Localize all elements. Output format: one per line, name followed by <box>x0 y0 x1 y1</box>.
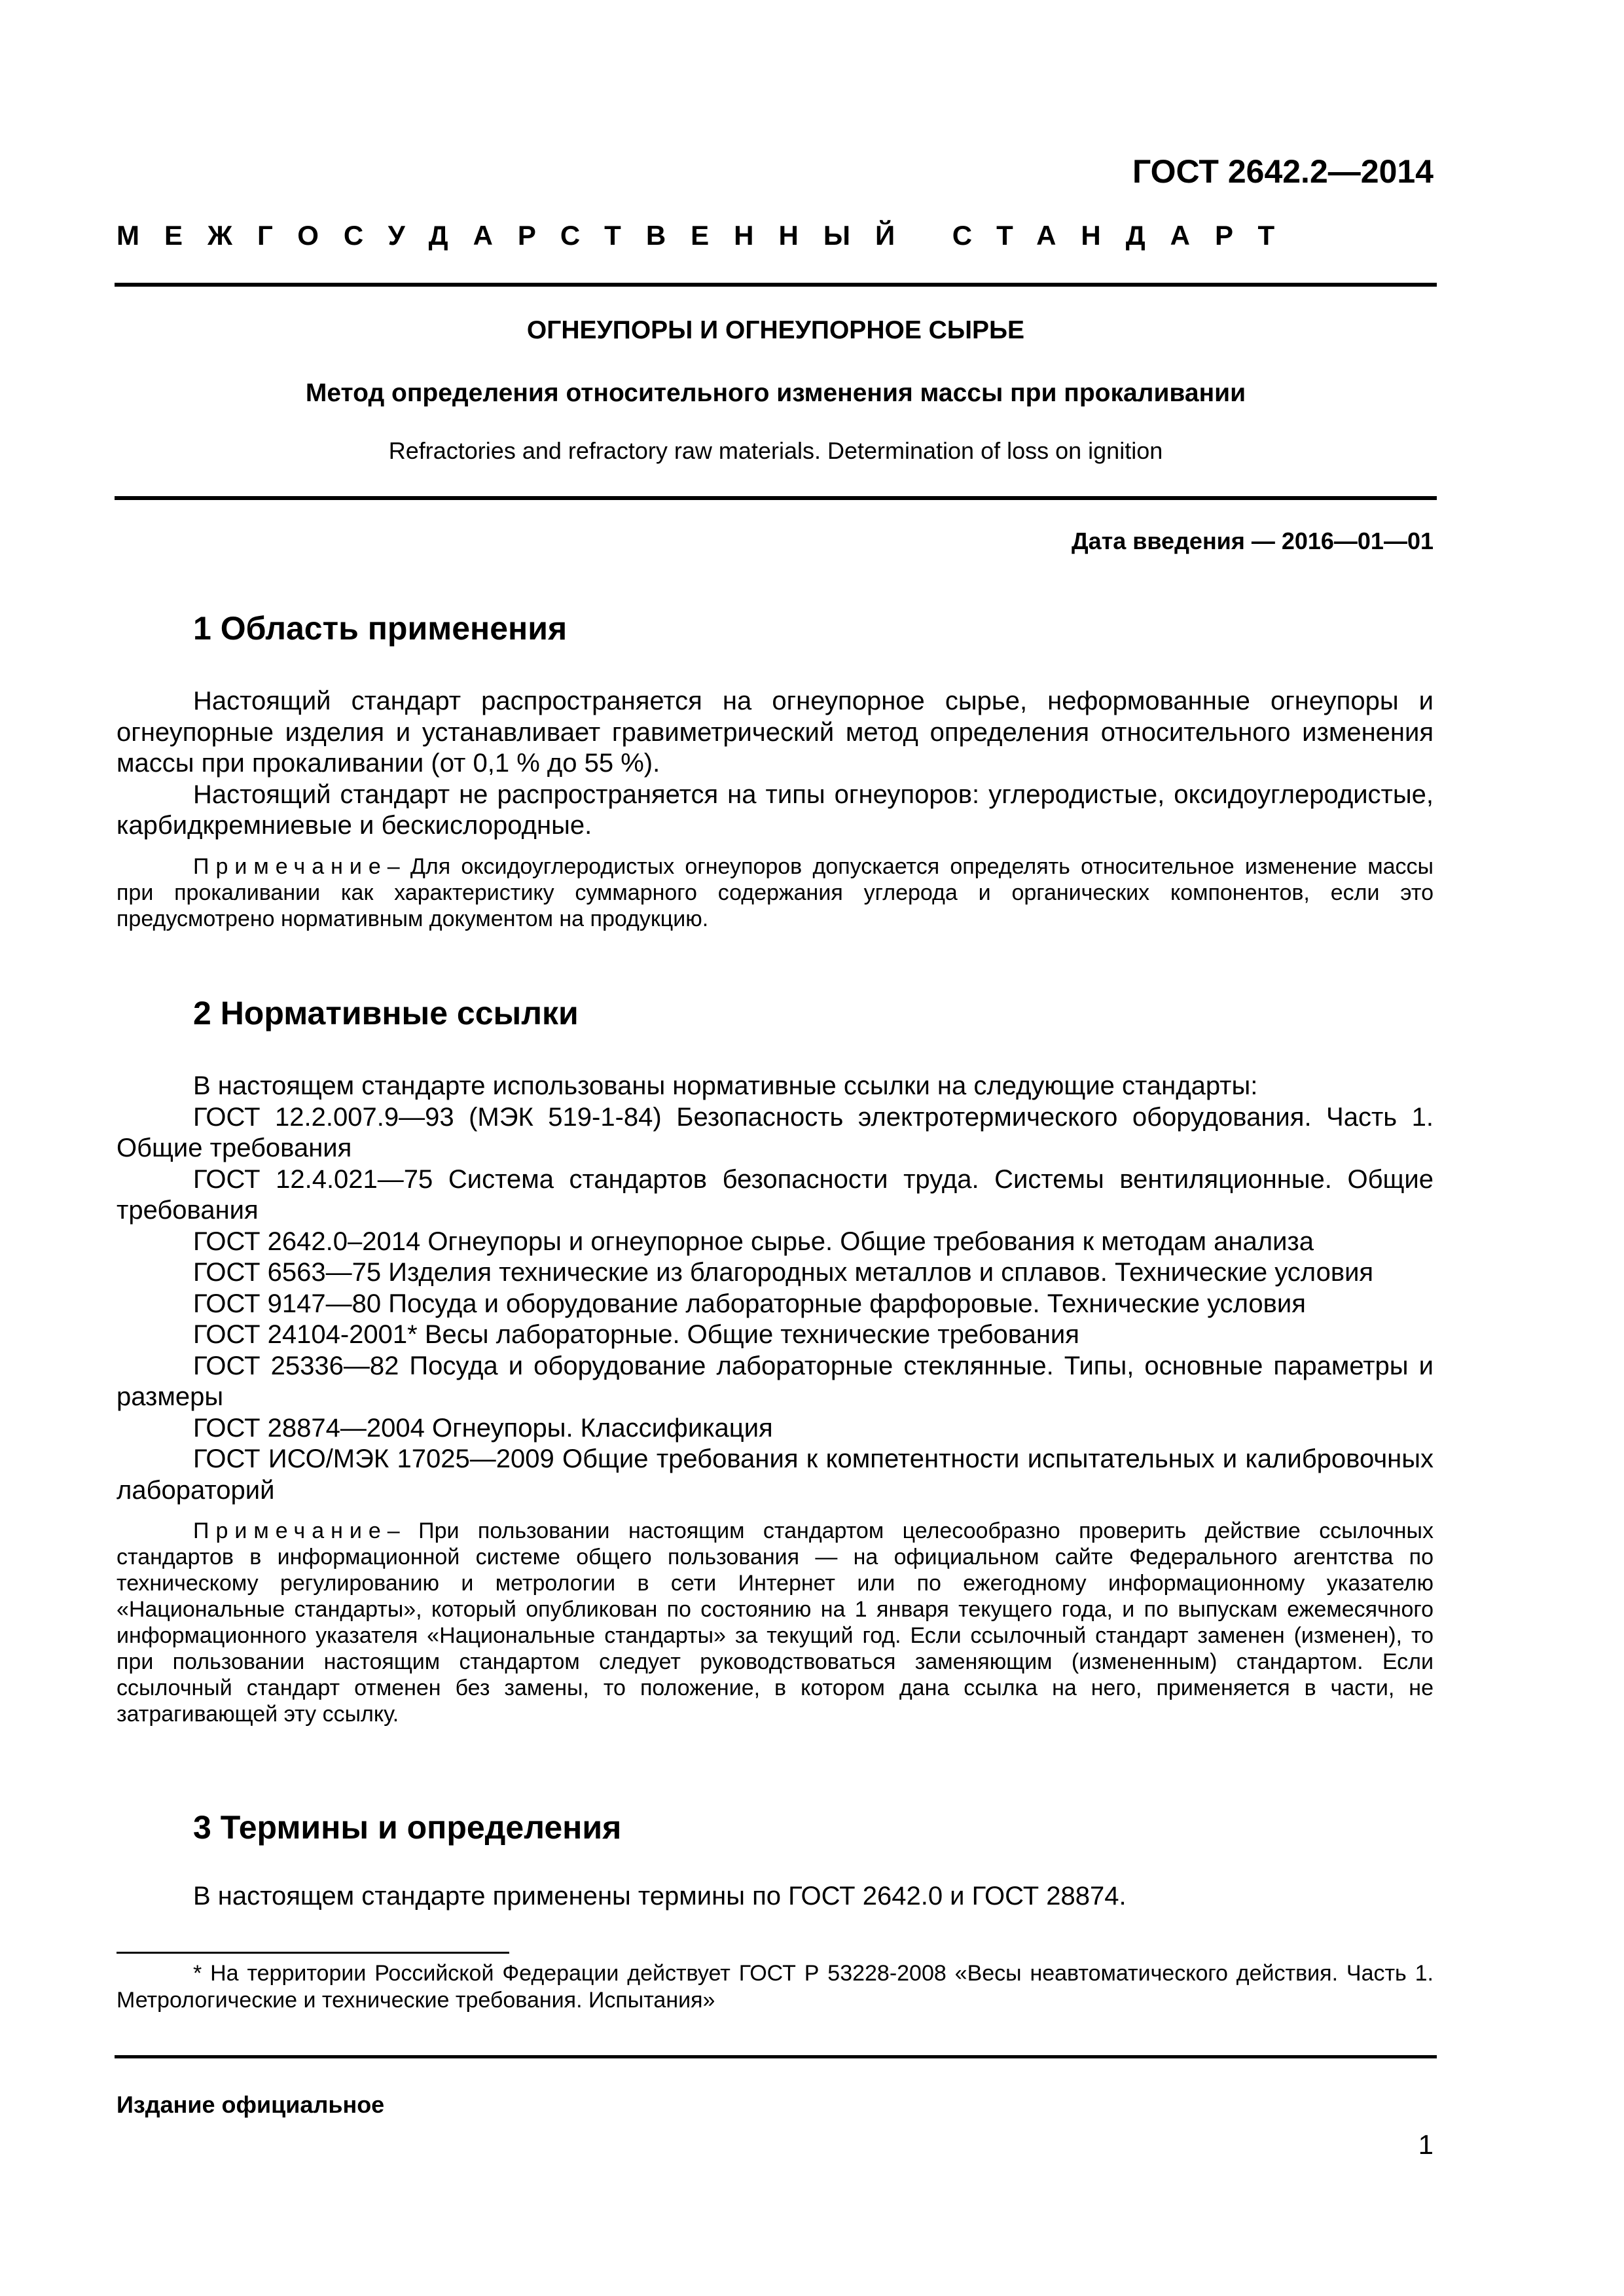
document-title: ОГНЕУПОРЫ И ОГНЕУПОРНОЕ СЫРЬЕ <box>526 316 1025 344</box>
section-1-paragraph: Настоящий стандарт не распространяется на типы огнеупоров: углеродистые, оксидоуглеродистые, карбидкремниевые и бескислородные. <box>117 780 1434 840</box>
reference-item: ГОСТ 6563—75 Изделия технические из благородных металлов и сплавов. Технические условия <box>193 1258 1374 1287</box>
section-1-note <box>117 853 1434 932</box>
section-1 <box>117 609 1434 932</box>
reference-item: ГОСТ 12.4.021—75 Система стандартов безопасности труда. Системы вентиляционные. Общие требования <box>117 1164 1434 1225</box>
section-1-heading: 1 Область применения <box>193 610 568 647</box>
section-2 <box>117 994 1434 1727</box>
reference-item: ГОСТ 25336—82 Посуда и оборудование лабораторные стеклянные. Типы, основные параметры и размеры <box>117 1351 1434 1411</box>
section-2-heading: 2 Нормативные ссылки <box>193 995 579 1031</box>
title-divider <box>115 496 1437 500</box>
reference-item: ГОСТ 9147—80 Посуда и оборудование лабораторные фарфоровые. Технические условия <box>193 1289 1306 1318</box>
reference-item: ГОСТ 12.2.007.9—93 (МЭК 519-1-84) Безопасность электротермического оборудования. Часть 1. Общие требования <box>117 1102 1434 1162</box>
note-text: – Для оксидоуглеродистых огнеупоров допускается определять относительное изменение массы при прокаливании как характеристику суммарного содержания углерода и органических компонентов, если это предусмотрено нормативным документом на продукцию. <box>117 853 1434 931</box>
edition-label: Издание официальное <box>117 2091 385 2118</box>
reference-item: ГОСТ ИСО/МЭК 17025—2009 Общие требования к компетентности испытательных и калибровочных лабораторий <box>117 1444 1434 1505</box>
gost-number: ГОСТ 2642.2—2014 <box>1132 153 1434 190</box>
footnote-divider <box>117 1952 509 1954</box>
top-divider <box>115 283 1437 287</box>
reference-item: ГОСТ 24104-2001* Весы лабораторные. Общие технические требования <box>193 1320 1079 1349</box>
bottom-divider <box>115 2055 1437 2058</box>
intro-date: Дата введения — 2016—01—01 <box>1071 528 1434 554</box>
document-subtitle: Метод определения относительного изменения массы при прокаливании <box>305 379 1246 407</box>
section-3-paragraph: В настоящем стандарте применены термины по ГОСТ 2642.0 и ГОСТ 28874. <box>193 1882 1127 1910</box>
section-2-note <box>117 1518 1434 1727</box>
section-3-heading: 3 Термины и определения <box>193 1809 622 1846</box>
reference-item: ГОСТ 2642.0–2014 Огнеупоры и огнеупорное сырье. Общие требования к методам анализа <box>193 1227 1314 1256</box>
note-label: Примечание <box>193 1518 388 1543</box>
page-number: 1 <box>1418 2129 1434 2160</box>
reference-item: ГОСТ 28874—2004 Огнеупоры. Классификация <box>193 1413 773 1443</box>
section-3 <box>117 1808 1434 1912</box>
note-text: – При пользовании настоящим стандартом целесообразно проверить действие ссылочных стандартов в информационной системе общего пользования — на официальном сайте Федерального агентства по техническому регулированию и метрологии в сети Интернет или по ежегодному информационному указателю «Национальные стандарты», который опубликован по состоянию на 1 января текущего года, и по выпускам ежемесячного информационного указателя «Национальные стандарты» за текущий год. Если ссылочный стандарт заменен (изменен), то при пользовании настоящим стандартом следует руководствоваться заменяющим (измененным) стандартом. Если ссылочный стандарт отменен без замены, то положение, в котором дана ссылка на него, применяется в части, не затрагивающей эту ссылку. <box>117 1518 1434 1727</box>
section-1-paragraph: Настоящий стандарт распространяется на огнеупорное сырье, неформованные огнеупоры и огнеупорные изделия и устанавливает гравиметрический метод определения относительного изменения массы при прокаливании (от 0,1 % до 55 %). <box>117 687 1434 778</box>
section-2-intro: В настоящем стандарте использованы нормативные ссылки на следующие стандарты: <box>193 1071 1258 1100</box>
footnote: * На территории Российской Федерации действует ГОСТ Р 53228-2008 «Весы неавтоматического действия. Часть 1. Метрологические и технические требования. Испытания» <box>117 1961 1434 2013</box>
interstate-standard-label: МЕЖГОСУДАРСТВЕННЫЙ СТАНДАРТ <box>117 220 1300 251</box>
note-label: Примечание <box>193 853 388 879</box>
document-title-english: Refractories and refractory raw materials. Determination of loss on ignition <box>388 437 1163 464</box>
